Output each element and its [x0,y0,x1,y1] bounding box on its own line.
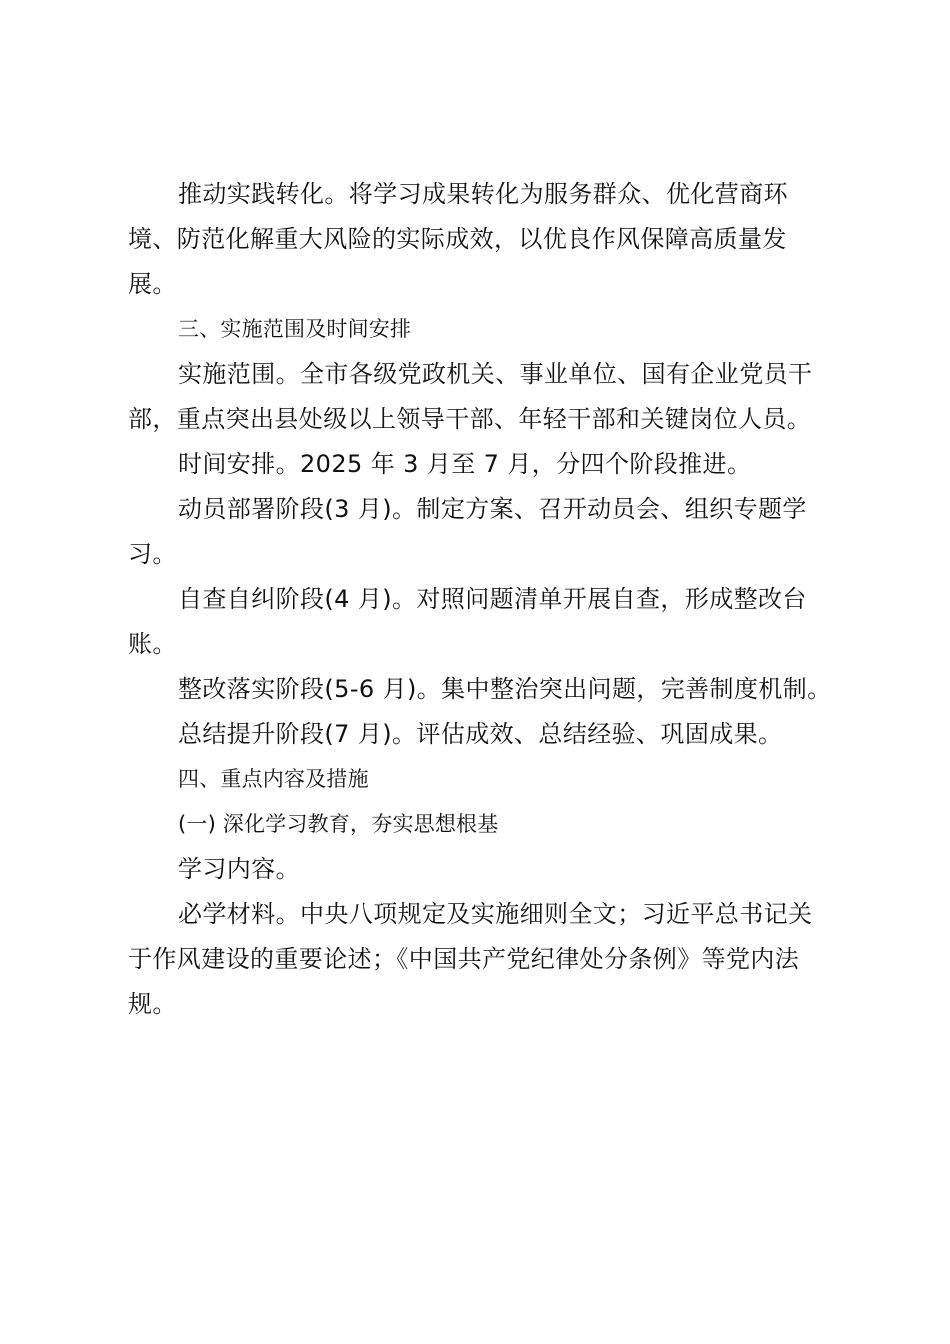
paragraph-phase-self-check: 自查自纠阶段(4 月)。对照问题清单开展自查，形成整改台账。 [128,585,807,658]
paragraph-scope: 实施范围。全市各级党政机关、事业单位、国有企业党员干部，重点突出县处级以上领导干部、年轻干部和关键岗位人员。 [128,360,813,433]
subsection-heading-study: (一) 深化学习教育，夯实思想根基 [178,812,499,836]
section-heading-scope-schedule: 三、实施范围及时间安排 [178,317,412,341]
paragraph-required-materials: 必学材料。中央八项规定及实施细则全文；习近平总书记关于作风建设的重要论述；《中国共产党纪律处分条例》等党内法规。 [128,900,813,1018]
paragraph-schedule: 时间安排。2025 年 3 月至 7 月，分四个阶段推进。 [178,450,752,478]
paragraph-practice-transformation: 推动实践转化。将学习成果转化为服务群众、优化营商环境、防范化解重大风险的实际成效，以优良作风保障高质量发展。 [128,180,788,298]
paragraph-study-content: 学习内容。 [178,855,300,883]
paragraph-phase-summary: 总结提升阶段(7 月)。评估成效、总结经验、巩固成果。 [178,720,783,748]
section-heading-key-content: 四、重点内容及措施 [178,767,369,791]
paragraph-phase-rectification: 整改落实阶段(5-6 月)。集中整治突出问题，完善制度机制。 [178,675,832,703]
document-page [128,172,833,1027]
paragraph-phase-mobilization: 动员部署阶段(3 月)。制定方案、召开动员会、组织专题学习。 [128,495,807,568]
